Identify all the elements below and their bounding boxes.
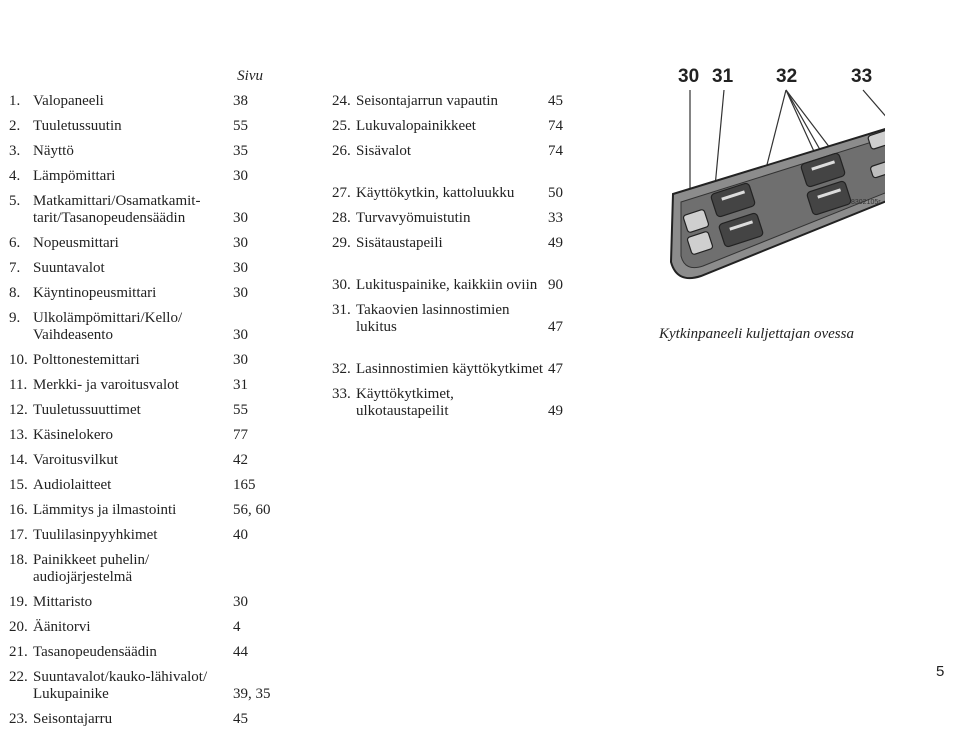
entry-label: Sisävalot [356,143,411,159]
entry-label: Lämpömittari [33,168,116,184]
entry-label: Matkamittari/Osamatkamit-tarit/Tasanopeudensäädin [33,193,201,226]
entry-label: Merkki- ja varoitusvalot [33,377,179,393]
toc-entry [9,162,284,187]
entry-number: 14. [9,452,28,468]
entry-page: 40 [233,527,248,543]
toc-entry [9,588,284,613]
entry-label: Valopaneeli [33,93,104,109]
toc-entry [9,87,284,112]
figure-caption: Kytkinpaneeli kuljettajan ovessa [659,326,854,342]
entry-page: 45 [233,711,248,727]
entry-number: 7. [9,260,21,276]
entry-number: 11. [9,377,28,393]
entry-page: 31 [233,377,248,393]
entry-label: Tasanopeudensäädin [33,644,157,660]
entry-page: 90 [548,277,563,293]
toc-column-left [9,66,284,730]
page-number: 5 [936,663,945,680]
entry-number: 16. [9,502,28,518]
toc-list-left [9,87,284,730]
toc-entry [332,112,582,137]
entry-number: 4. [9,168,21,184]
entry-label: Äänitorvi [33,619,91,635]
entry-label: Tuuletussuuttimet [33,402,141,418]
toc-list-right [332,87,582,422]
entry-number: 23. [9,711,28,727]
entry-label: Käyntinopeusmittari [33,285,157,301]
entry-label: Tuulilasinpyyhkimet [33,527,158,543]
entry-number: 6. [9,235,21,251]
entry-page: 30 [233,210,248,226]
switch-panel-illustration [655,62,885,317]
entry-number: 19. [9,594,28,610]
entry-label: Lukuvalopainikkeet [356,118,476,134]
entry-number: 27. [332,185,351,201]
entry-page: 45 [548,93,563,109]
entry-label: Mittaristo [33,594,93,610]
entry-page: 55 [233,402,248,418]
entry-label: Lasinnostimien käyttökytkimet [356,361,544,377]
entry-number: 20. [9,619,28,635]
entry-number: 28. [332,210,351,226]
toc-entry [9,421,284,446]
toc-entry [9,638,284,663]
entry-page: 39, 35 [233,686,271,702]
entry-label: Käsinelokero [33,427,113,443]
toc-entry [9,521,284,546]
entry-number: 31. [332,302,351,318]
toc-entry [332,380,582,422]
toc-entry [9,304,284,346]
toc-entry [332,87,582,112]
page-column-header: Sivu [237,68,263,84]
entry-page: 30 [233,260,248,276]
entry-page: 44 [233,644,248,660]
entry-label: Seisontajarru [33,711,113,727]
toc-entry [9,496,284,521]
toc-entry [9,546,284,588]
entry-page: 30 [233,285,248,301]
entry-label: Suuntavalot/kauko-lähivalot/ Lukupainike [33,669,208,702]
entry-page: 35 [233,143,248,159]
entry-page: 30 [233,594,248,610]
entry-label: Painikkeet puhelin/ audiojärjestelmä [33,552,150,585]
entry-page: 49 [548,235,563,251]
entry-number: 10. [9,352,28,368]
entry-page: 49 [548,403,563,419]
entry-label: Polttonestemittari [33,352,140,368]
image-code: 8302105r [851,199,881,206]
toc-entry [9,663,284,705]
entry-label: Suuntavalot [33,260,105,276]
entry-label: Varoitusvilkut [33,452,118,468]
toc-entry [9,371,284,396]
entry-number: 22. [9,669,28,685]
entry-number: 5. [9,193,21,209]
entry-page: 4 [233,619,241,635]
toc-entry [332,254,582,296]
entry-number: 33. [332,386,351,402]
toc-entry [332,338,582,380]
callout-32: 32 [776,66,798,87]
entry-page: 74 [548,118,563,134]
entry-label: Audiolaitteet [33,477,112,493]
callout-31: 31 [712,66,734,87]
entry-page: 74 [548,143,563,159]
toc-entry [9,187,284,229]
entry-label: Sisätaustapeili [356,235,443,251]
entry-page: 50 [548,185,563,201]
entry-label: Lukituspainike, kaikkiin oviin [356,277,538,293]
entry-number: 8. [9,285,21,301]
entry-number: 24. [332,93,351,109]
entry-number: 2. [9,118,21,134]
entry-label: Tuuletussuutin [33,118,122,134]
entry-number: 9. [9,310,21,326]
entry-number: 13. [9,427,28,443]
entry-page: 47 [548,361,563,377]
toc-entry [9,112,284,137]
toc-entry [9,613,284,638]
toc-entry [9,705,284,730]
entry-label: Ulkolämpömittari/Kello/ Vaihdeasento [33,310,183,343]
entry-number: 18. [9,552,28,568]
toc-entry [332,162,582,204]
callout-33: 33 [851,66,873,87]
entry-label: Käyttökytkin, kattoluukku [356,185,515,201]
entry-number: 32. [332,361,351,377]
toc-entry [9,346,284,371]
entry-label: Seisontajarrun vapautin [356,93,499,109]
toc-entry [9,446,284,471]
entry-number: 1. [9,93,21,109]
toc-entry [332,137,582,162]
toc-entry [9,279,284,304]
toc-entry [332,204,582,229]
entry-number: 25. [332,118,351,134]
entry-number: 30. [332,277,351,293]
entry-page: 55 [233,118,248,134]
toc-column-right [332,66,582,422]
entry-page: 56, 60 [233,502,271,518]
entry-page: 165 [233,477,256,493]
toc-entry [332,229,582,254]
entry-label: Käyttökytkimet, ulkotaustapeilit [356,386,454,419]
entry-label: Nopeusmittari [33,235,119,251]
entry-page: 30 [233,235,248,251]
entry-label: Takaovien lasinnostimien lukitus [356,302,510,335]
entry-page: 30 [233,327,248,343]
entry-page: 30 [233,352,248,368]
entry-label: Näyttö [33,143,74,159]
entry-number: 26. [332,143,351,159]
toc-entry [332,296,582,338]
toc-entry [9,254,284,279]
entry-label: Turvavyömuistutin [356,210,471,226]
entry-number: 21. [9,644,28,660]
toc-entry [9,229,284,254]
entry-page: 38 [233,93,248,109]
entry-number: 12. [9,402,28,418]
callout-30: 30 [678,66,700,87]
entry-label: Lämmitys ja ilmastointi [33,502,177,518]
entry-number: 15. [9,477,28,493]
toc-entry [9,396,284,421]
entry-page: 77 [233,427,248,443]
entry-number: 17. [9,527,28,543]
entry-page: 47 [548,319,563,335]
toc-entry [9,471,284,496]
entry-page: 33 [548,210,563,226]
toc-entry [9,137,284,162]
entry-page: 42 [233,452,248,468]
entry-number: 3. [9,143,21,159]
entry-page: 30 [233,168,248,184]
entry-number: 29. [332,235,351,251]
